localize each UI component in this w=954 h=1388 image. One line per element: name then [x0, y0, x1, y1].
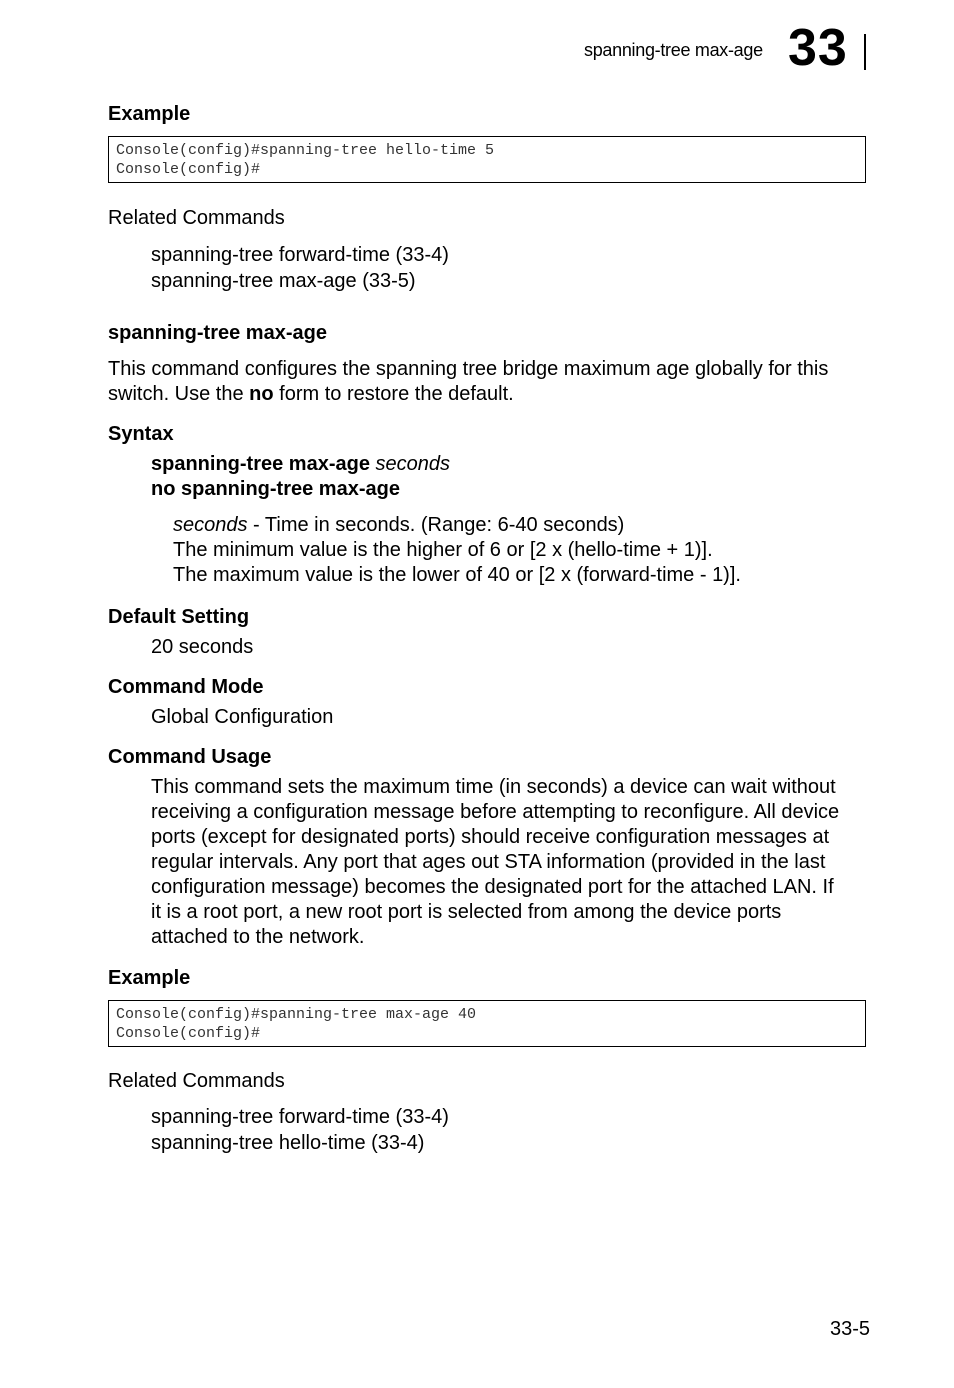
code-line: Console(config)#spanning-tree hello-time 5: [116, 142, 495, 159]
running-header-title: spanning-tree max-age: [584, 40, 763, 60]
intro-line-1: This command configures the spanning tree bridge maximum age globally for this: [108, 358, 829, 380]
usage-line: attached to the network.: [151, 926, 365, 948]
command-mode-heading: Command Mode: [108, 676, 264, 698]
default-setting-heading: Default Setting: [108, 606, 250, 628]
section-title: spanning-tree max-age: [108, 322, 327, 344]
syntax-command-2: no spanning-tree max-age: [151, 478, 400, 500]
param-max-note: The maximum value is the lower of 40 or [2 x (forward-time - 1)].: [173, 564, 741, 586]
param-min-note: The minimum value is the higher of 6 or [2 x (hello-time + 1)].: [173, 539, 713, 561]
param-seconds: seconds - Time in seconds. (Range: 6-40 seconds): [173, 514, 625, 536]
related-commands-heading-2: Related Commands: [108, 1070, 285, 1092]
code-line: Console(config)#: [116, 161, 261, 178]
example-heading-2: Example: [108, 967, 191, 989]
command-usage-paragraph: [151, 775, 871, 950]
no-keyword: no: [249, 383, 274, 405]
usage-line: ports (except for designated ports) should receive configuration messages at: [151, 826, 830, 848]
intro-line-2: switch. Use the no form to restore the default.: [108, 383, 514, 405]
related-commands-heading-1: Related Commands: [108, 207, 285, 229]
related-command-link[interactable]: spanning-tree hello-time (33-4): [151, 1132, 425, 1154]
syntax-command-1: spanning-tree max-age seconds: [151, 453, 451, 475]
code-line: Console(config)#spanning-tree max-age 40: [116, 1006, 477, 1023]
related-command-link[interactable]: spanning-tree forward-time (33-4): [151, 1106, 449, 1128]
default-setting-value: 20 seconds: [151, 636, 254, 658]
related-command-link[interactable]: spanning-tree max-age (33-5): [151, 270, 416, 292]
usage-line: regular intervals. Any port that ages out STA information (provided in the last: [151, 851, 826, 873]
command-usage-heading: Command Usage: [108, 746, 272, 768]
chapter-number: 33: [788, 19, 848, 77]
page-number: 33-5: [830, 1318, 871, 1340]
command-mode-value: Global Configuration: [151, 706, 334, 728]
code-line: Console(config)#: [116, 1025, 261, 1042]
usage-line: receiving a configuration message before attempting to reconfigure. All device: [151, 801, 840, 823]
intro-paragraph: [108, 357, 868, 407]
related-command-link[interactable]: spanning-tree forward-time (33-4): [151, 244, 449, 266]
syntax-params: [173, 513, 873, 588]
usage-line: This command sets the maximum time (in seconds) a device can wait without: [151, 776, 836, 798]
chapter-rule: [864, 34, 866, 70]
code-block-2: [108, 1000, 866, 1047]
usage-line: configuration message) becomes the designated port for the attached LAN. If: [151, 876, 834, 898]
usage-line: it is a root port, a new root port is selected from among the device ports: [151, 901, 782, 923]
code-block-1: [108, 136, 866, 183]
example-heading-1: Example: [108, 103, 191, 125]
syntax-heading: Syntax: [108, 423, 174, 445]
